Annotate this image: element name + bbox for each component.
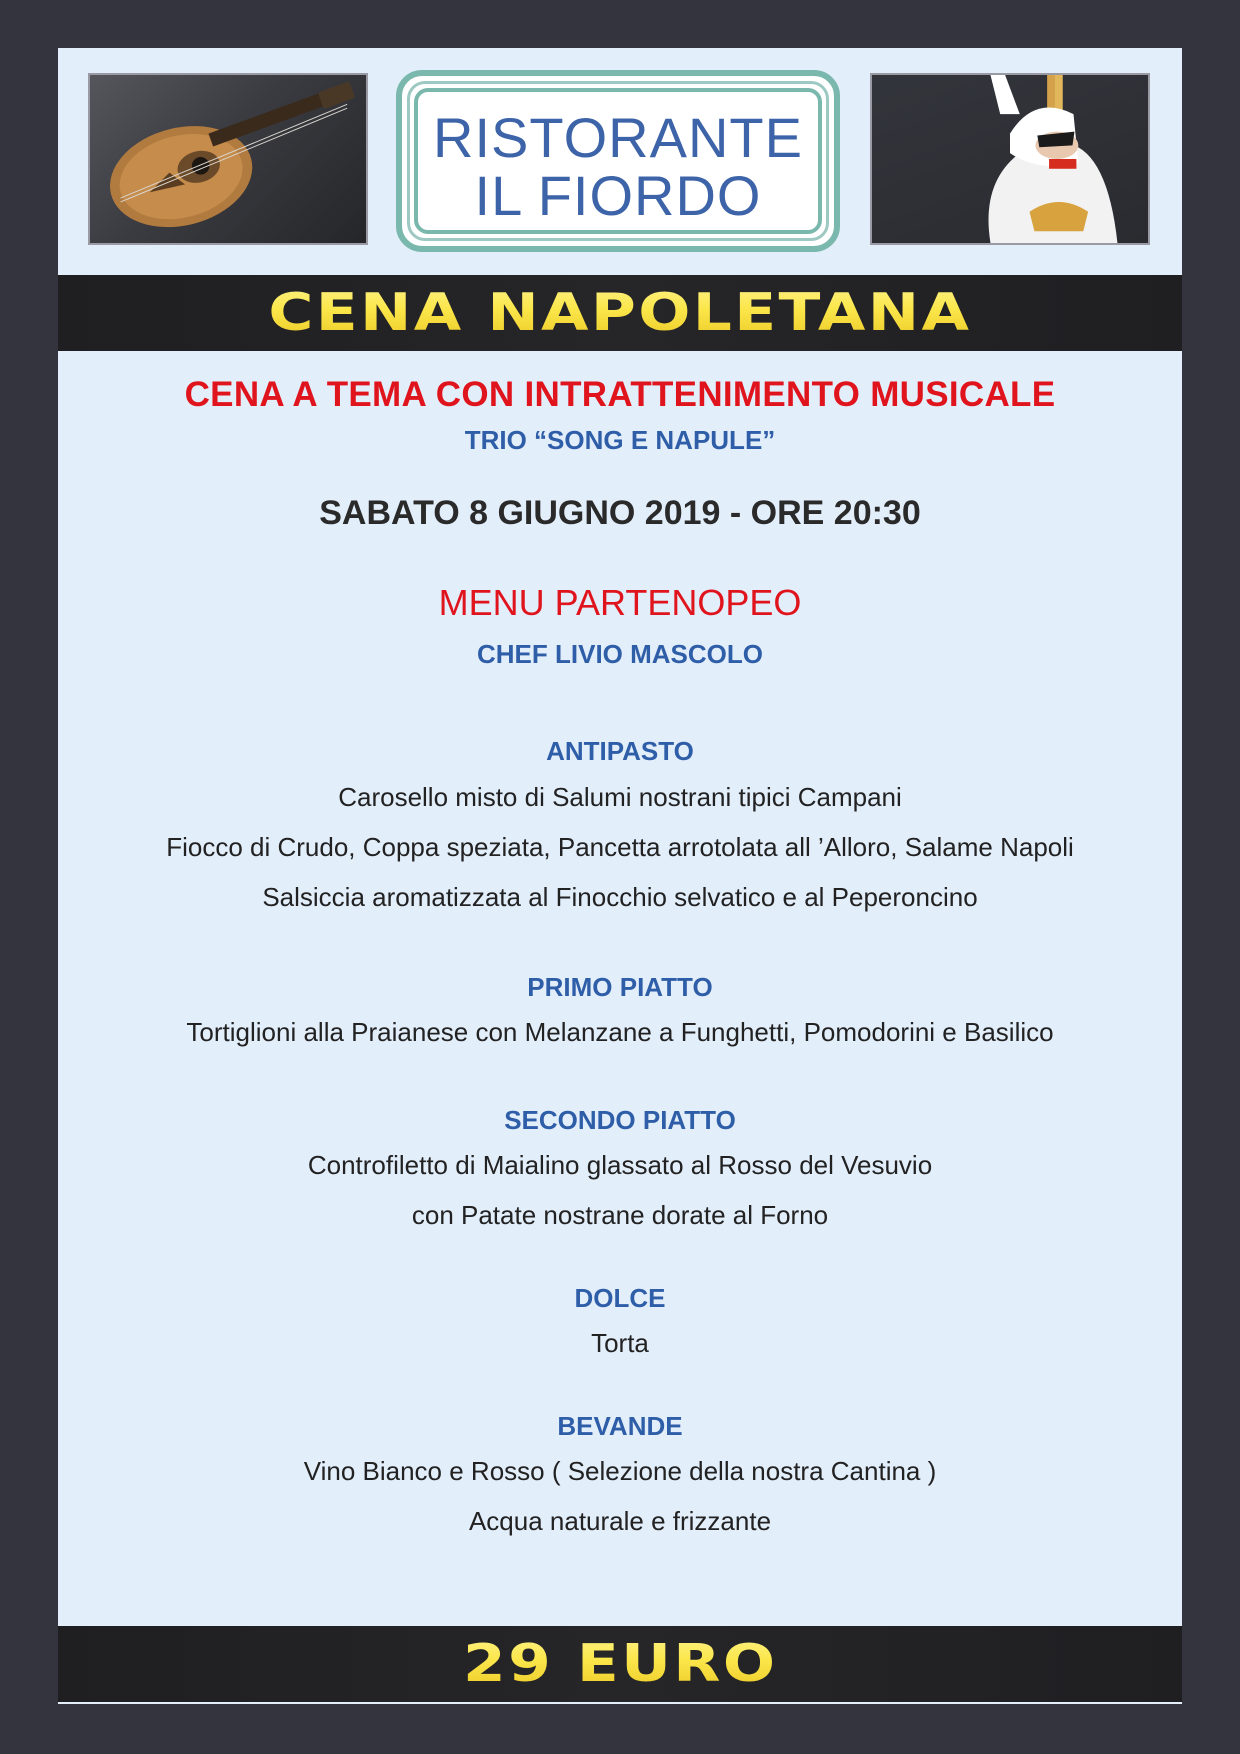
menu-item: Carosello misto di Salumi nostrani tipici Campani <box>338 782 902 812</box>
title-banner <box>58 275 1182 351</box>
menu-item: Acqua naturale e frizzante <box>468 1506 772 1536</box>
menu-item: con Patate nostrane dorate al Forno <box>411 1200 829 1230</box>
chef-name: CHEF LIVIO MASCOLO <box>477 639 763 669</box>
banner-title: CENA NAPOLETANA <box>269 275 972 351</box>
section-heading-primo: PRIMO PIATTO <box>527 972 713 1002</box>
price-banner <box>58 1626 1182 1702</box>
logo-line-1: RISTORANTE <box>433 106 803 169</box>
menu-item: Torta <box>591 1328 649 1358</box>
menu-item: Salsiccia aromatizzata al Finocchio selvatico e al Peperoncino <box>262 882 978 912</box>
section-heading-antipasto: ANTIPASTO <box>546 736 694 766</box>
menu-title: MENU PARTENOPEO <box>438 582 802 623</box>
mandolin-illustration <box>90 75 366 243</box>
section-heading-bevande: BEVANDE <box>557 1411 683 1441</box>
price-label: 29 EURO <box>463 1626 777 1702</box>
menu-item: Tortiglioni alla Praianese con Melanzane a Funghetti, Pomodorini e Basilico <box>186 1017 1054 1047</box>
event-tagline: CENA A TEMA CON INTRATTENIMENTO MUSICALE <box>184 375 1056 414</box>
menu-poster <box>58 48 1182 1704</box>
menu-item: Controfiletto di Maialino glassato al Rosso del Vesuvio <box>307 1150 933 1180</box>
header <box>58 48 1182 276</box>
restaurant-logo <box>396 70 840 252</box>
pulcinella-illustration <box>872 75 1148 243</box>
logo-line-2: IL FIORDO <box>474 164 762 227</box>
section-heading-secondo: SECONDO PIATTO <box>504 1105 736 1135</box>
event-trio: TRIO “SONG E NAPULE” <box>464 425 776 455</box>
event-datetime: SABATO 8 GIUGNO 2019 - ORE 20:30 <box>319 494 921 532</box>
pulcinella-photo <box>870 73 1150 245</box>
menu-item: Vino Bianco e Rosso ( Selezione della nostra Cantina ) <box>303 1456 937 1486</box>
menu-item: Fiocco di Crudo, Coppa speziata, Pancetta arrotolata all ’Alloro, Salame Napoli <box>166 832 1074 862</box>
mandolin-photo <box>88 73 368 245</box>
section-heading-dolce: DOLCE <box>574 1283 666 1313</box>
